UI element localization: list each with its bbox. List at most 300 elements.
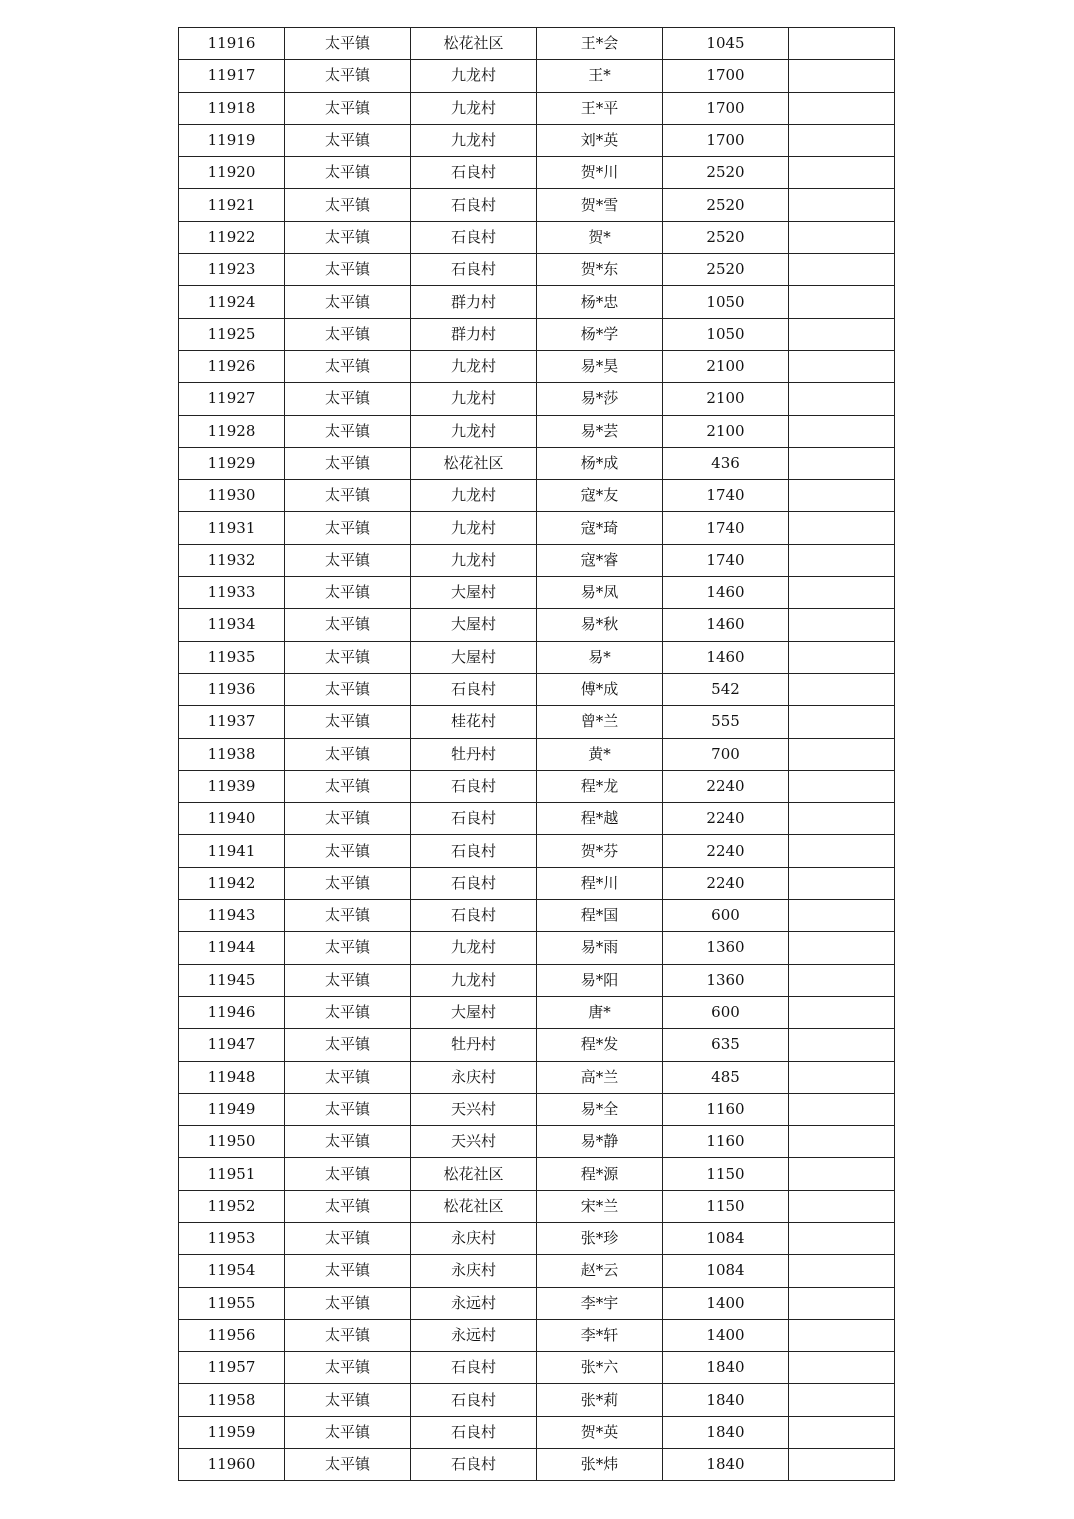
town-cell: 太平镇 (285, 28, 411, 60)
village-cell: 石良村 (411, 221, 537, 253)
table-row (179, 1158, 895, 1190)
note-cell (789, 189, 895, 221)
table-row (179, 932, 895, 964)
amount-cell: 2520 (663, 157, 789, 189)
amount-cell: 2100 (663, 350, 789, 382)
name-cell: 贺*雪 (537, 189, 663, 221)
note-cell (789, 770, 895, 802)
amount-cell: 1084 (663, 1222, 789, 1254)
village-cell: 石良村 (411, 673, 537, 705)
name-cell: 易*凤 (537, 577, 663, 609)
note-cell (789, 1190, 895, 1222)
note-cell (789, 835, 895, 867)
village-cell: 大屋村 (411, 996, 537, 1028)
town-cell: 太平镇 (285, 738, 411, 770)
note-cell (789, 415, 895, 447)
town-cell: 太平镇 (285, 124, 411, 156)
serial-number-cell: 11939 (179, 770, 285, 802)
table-row (179, 254, 895, 286)
name-cell: 贺*川 (537, 157, 663, 189)
serial-number-cell: 11918 (179, 92, 285, 124)
note-cell (789, 1061, 895, 1093)
note-cell (789, 157, 895, 189)
town-cell: 太平镇 (285, 1352, 411, 1384)
village-cell: 九龙村 (411, 512, 537, 544)
town-cell: 太平镇 (285, 1190, 411, 1222)
town-cell: 太平镇 (285, 157, 411, 189)
village-cell: 石良村 (411, 254, 537, 286)
name-cell: 张*炜 (537, 1449, 663, 1481)
table-row (179, 706, 895, 738)
serial-number-cell: 11941 (179, 835, 285, 867)
amount-cell: 1460 (663, 609, 789, 641)
town-cell: 太平镇 (285, 383, 411, 415)
village-cell: 松花社区 (411, 1190, 537, 1222)
note-cell (789, 673, 895, 705)
serial-number-cell: 11943 (179, 900, 285, 932)
village-cell: 牡丹村 (411, 1029, 537, 1061)
village-cell: 永庆村 (411, 1255, 537, 1287)
town-cell: 太平镇 (285, 577, 411, 609)
table-row (179, 92, 895, 124)
table-row (179, 28, 895, 60)
note-cell (789, 1319, 895, 1351)
amount-cell: 2520 (663, 254, 789, 286)
village-cell: 九龙村 (411, 480, 537, 512)
note-cell (789, 544, 895, 576)
village-cell: 牡丹村 (411, 738, 537, 770)
serial-number-cell: 11929 (179, 447, 285, 479)
serial-number-cell: 11944 (179, 932, 285, 964)
serial-number-cell: 11925 (179, 318, 285, 350)
note-cell (789, 1384, 895, 1416)
table-row (179, 189, 895, 221)
town-cell: 太平镇 (285, 1093, 411, 1125)
table-row (179, 996, 895, 1028)
table-body (179, 28, 895, 1481)
amount-cell: 2240 (663, 835, 789, 867)
amount-cell: 1840 (663, 1416, 789, 1448)
village-cell: 大屋村 (411, 577, 537, 609)
serial-number-cell: 11937 (179, 706, 285, 738)
note-cell (789, 124, 895, 156)
amount-cell: 2520 (663, 221, 789, 253)
serial-number-cell: 11948 (179, 1061, 285, 1093)
table-row (179, 1416, 895, 1448)
name-cell: 李*宇 (537, 1287, 663, 1319)
town-cell: 太平镇 (285, 189, 411, 221)
village-cell: 永远村 (411, 1319, 537, 1351)
village-cell: 永远村 (411, 1287, 537, 1319)
town-cell: 太平镇 (285, 706, 411, 738)
town-cell: 太平镇 (285, 1126, 411, 1158)
town-cell: 太平镇 (285, 964, 411, 996)
table-row (179, 835, 895, 867)
document-page (178, 27, 894, 1481)
serial-number-cell: 11951 (179, 1158, 285, 1190)
name-cell: 程*川 (537, 867, 663, 899)
name-cell: 程*源 (537, 1158, 663, 1190)
table-row (179, 1190, 895, 1222)
amount-cell: 1740 (663, 544, 789, 576)
village-cell: 石良村 (411, 1449, 537, 1481)
serial-number-cell: 11927 (179, 383, 285, 415)
village-cell: 九龙村 (411, 383, 537, 415)
table-row (179, 964, 895, 996)
amount-cell: 1700 (663, 92, 789, 124)
serial-number-cell: 11959 (179, 1416, 285, 1448)
name-cell: 张*珍 (537, 1222, 663, 1254)
note-cell (789, 254, 895, 286)
amount-cell: 2100 (663, 415, 789, 447)
table-row (179, 286, 895, 318)
village-cell: 石良村 (411, 189, 537, 221)
serial-number-cell: 11917 (179, 60, 285, 92)
amount-cell: 635 (663, 1029, 789, 1061)
amount-cell: 1150 (663, 1190, 789, 1222)
note-cell (789, 1126, 895, 1158)
note-cell (789, 900, 895, 932)
table-row (179, 609, 895, 641)
name-cell: 王* (537, 60, 663, 92)
table-row (179, 383, 895, 415)
table-row (179, 1319, 895, 1351)
town-cell: 太平镇 (285, 480, 411, 512)
amount-cell: 1160 (663, 1093, 789, 1125)
town-cell: 太平镇 (285, 92, 411, 124)
amount-cell: 1045 (663, 28, 789, 60)
note-cell (789, 318, 895, 350)
town-cell: 太平镇 (285, 609, 411, 641)
village-cell: 群力村 (411, 318, 537, 350)
name-cell: 刘*英 (537, 124, 663, 156)
village-cell: 松花社区 (411, 447, 537, 479)
table-row (179, 577, 895, 609)
village-cell: 桂花村 (411, 706, 537, 738)
note-cell (789, 480, 895, 512)
amount-cell: 600 (663, 900, 789, 932)
serial-number-cell: 11946 (179, 996, 285, 1028)
serial-number-cell: 11930 (179, 480, 285, 512)
village-cell: 天兴村 (411, 1093, 537, 1125)
town-cell: 太平镇 (285, 641, 411, 673)
village-cell: 石良村 (411, 803, 537, 835)
table-row (179, 641, 895, 673)
serial-number-cell: 11934 (179, 609, 285, 641)
town-cell: 太平镇 (285, 1449, 411, 1481)
village-cell: 九龙村 (411, 124, 537, 156)
note-cell (789, 964, 895, 996)
serial-number-cell: 11942 (179, 867, 285, 899)
table-row (179, 512, 895, 544)
name-cell: 易*昊 (537, 350, 663, 382)
town-cell: 太平镇 (285, 221, 411, 253)
name-cell: 杨*学 (537, 318, 663, 350)
village-cell: 群力村 (411, 286, 537, 318)
name-cell: 程*越 (537, 803, 663, 835)
name-cell: 易*静 (537, 1126, 663, 1158)
amount-cell: 1700 (663, 124, 789, 156)
village-cell: 九龙村 (411, 350, 537, 382)
name-cell: 贺*芬 (537, 835, 663, 867)
amount-cell: 1460 (663, 577, 789, 609)
town-cell: 太平镇 (285, 803, 411, 835)
serial-number-cell: 11949 (179, 1093, 285, 1125)
name-cell: 宋*兰 (537, 1190, 663, 1222)
table-row (179, 447, 895, 479)
town-cell: 太平镇 (285, 350, 411, 382)
table-row (179, 350, 895, 382)
name-cell: 贺*东 (537, 254, 663, 286)
amount-cell: 1160 (663, 1126, 789, 1158)
amount-cell: 1460 (663, 641, 789, 673)
amount-cell: 485 (663, 1061, 789, 1093)
serial-number-cell: 11950 (179, 1126, 285, 1158)
town-cell: 太平镇 (285, 1319, 411, 1351)
amount-cell: 2520 (663, 189, 789, 221)
note-cell (789, 577, 895, 609)
amount-cell: 1050 (663, 318, 789, 350)
name-cell: 李*轩 (537, 1319, 663, 1351)
note-cell (789, 28, 895, 60)
name-cell: 王*平 (537, 92, 663, 124)
table-row (179, 803, 895, 835)
table-row (179, 1029, 895, 1061)
serial-number-cell: 11960 (179, 1449, 285, 1481)
village-cell: 大屋村 (411, 609, 537, 641)
note-cell (789, 738, 895, 770)
note-cell (789, 1029, 895, 1061)
village-cell: 九龙村 (411, 92, 537, 124)
table-row (179, 770, 895, 802)
amount-cell: 1360 (663, 932, 789, 964)
name-cell: 程*龙 (537, 770, 663, 802)
table-row (179, 60, 895, 92)
serial-number-cell: 11926 (179, 350, 285, 382)
serial-number-cell: 11938 (179, 738, 285, 770)
town-cell: 太平镇 (285, 867, 411, 899)
amount-cell: 1360 (663, 964, 789, 996)
serial-number-cell: 11947 (179, 1029, 285, 1061)
town-cell: 太平镇 (285, 1255, 411, 1287)
village-cell: 石良村 (411, 770, 537, 802)
table-row (179, 480, 895, 512)
village-cell: 九龙村 (411, 544, 537, 576)
name-cell: 贺*英 (537, 1416, 663, 1448)
village-cell: 石良村 (411, 1352, 537, 1384)
village-cell: 九龙村 (411, 415, 537, 447)
amount-cell: 2240 (663, 803, 789, 835)
table-row (179, 1061, 895, 1093)
name-cell: 易*莎 (537, 383, 663, 415)
village-cell: 九龙村 (411, 964, 537, 996)
table-row (179, 415, 895, 447)
village-cell: 石良村 (411, 867, 537, 899)
name-cell: 赵*云 (537, 1255, 663, 1287)
amount-cell: 2240 (663, 770, 789, 802)
amount-cell: 1150 (663, 1158, 789, 1190)
table-row (179, 1449, 895, 1481)
name-cell: 寇*琦 (537, 512, 663, 544)
table-row (179, 1384, 895, 1416)
note-cell (789, 1449, 895, 1481)
table-row (179, 1255, 895, 1287)
name-cell: 杨*成 (537, 447, 663, 479)
table-row (179, 318, 895, 350)
serial-number-cell: 11933 (179, 577, 285, 609)
name-cell: 贺* (537, 221, 663, 253)
table-row (179, 1287, 895, 1319)
village-cell: 石良村 (411, 835, 537, 867)
town-cell: 太平镇 (285, 1384, 411, 1416)
name-cell: 程*国 (537, 900, 663, 932)
note-cell (789, 221, 895, 253)
amount-cell: 1050 (663, 286, 789, 318)
amount-cell: 1840 (663, 1352, 789, 1384)
name-cell: 易*全 (537, 1093, 663, 1125)
serial-number-cell: 11922 (179, 221, 285, 253)
note-cell (789, 1287, 895, 1319)
table-row (179, 157, 895, 189)
amount-cell: 1400 (663, 1287, 789, 1319)
amount-cell: 436 (663, 447, 789, 479)
table-row (179, 124, 895, 156)
serial-number-cell: 11924 (179, 286, 285, 318)
village-cell: 松花社区 (411, 1158, 537, 1190)
town-cell: 太平镇 (285, 770, 411, 802)
note-cell (789, 512, 895, 544)
serial-number-cell: 11932 (179, 544, 285, 576)
name-cell: 黄* (537, 738, 663, 770)
village-cell: 九龙村 (411, 932, 537, 964)
table-row (179, 1093, 895, 1125)
serial-number-cell: 11953 (179, 1222, 285, 1254)
note-cell (789, 1222, 895, 1254)
name-cell: 曾*兰 (537, 706, 663, 738)
village-cell: 石良村 (411, 1416, 537, 1448)
serial-number-cell: 11920 (179, 157, 285, 189)
note-cell (789, 996, 895, 1028)
town-cell: 太平镇 (285, 900, 411, 932)
village-cell: 九龙村 (411, 60, 537, 92)
town-cell: 太平镇 (285, 286, 411, 318)
amount-cell: 555 (663, 706, 789, 738)
serial-number-cell: 11956 (179, 1319, 285, 1351)
amount-cell: 600 (663, 996, 789, 1028)
town-cell: 太平镇 (285, 835, 411, 867)
town-cell: 太平镇 (285, 1029, 411, 1061)
village-cell: 天兴村 (411, 1126, 537, 1158)
name-cell: 程*发 (537, 1029, 663, 1061)
town-cell: 太平镇 (285, 996, 411, 1028)
amount-cell: 1700 (663, 60, 789, 92)
amount-cell: 1840 (663, 1449, 789, 1481)
serial-number-cell: 11935 (179, 641, 285, 673)
town-cell: 太平镇 (285, 1287, 411, 1319)
town-cell: 太平镇 (285, 512, 411, 544)
serial-number-cell: 11921 (179, 189, 285, 221)
name-cell: 易*阳 (537, 964, 663, 996)
village-cell: 大屋村 (411, 641, 537, 673)
village-cell: 石良村 (411, 157, 537, 189)
note-cell (789, 706, 895, 738)
town-cell: 太平镇 (285, 1061, 411, 1093)
amount-cell: 1400 (663, 1319, 789, 1351)
note-cell (789, 286, 895, 318)
serial-number-cell: 11923 (179, 254, 285, 286)
amount-cell: 700 (663, 738, 789, 770)
table-row (179, 1222, 895, 1254)
note-cell (789, 383, 895, 415)
name-cell: 易*雨 (537, 932, 663, 964)
table-row (179, 900, 895, 932)
note-cell (789, 867, 895, 899)
amount-cell: 1740 (663, 480, 789, 512)
village-cell: 永庆村 (411, 1222, 537, 1254)
note-cell (789, 1352, 895, 1384)
amount-cell: 2100 (663, 383, 789, 415)
table-row (179, 1352, 895, 1384)
note-cell (789, 1093, 895, 1125)
name-cell: 杨*忠 (537, 286, 663, 318)
village-cell: 永庆村 (411, 1061, 537, 1093)
note-cell (789, 609, 895, 641)
name-cell: 王*会 (537, 28, 663, 60)
note-cell (789, 803, 895, 835)
village-cell: 松花社区 (411, 28, 537, 60)
town-cell: 太平镇 (285, 447, 411, 479)
serial-number-cell: 11940 (179, 803, 285, 835)
name-cell: 唐* (537, 996, 663, 1028)
amount-cell: 1840 (663, 1384, 789, 1416)
data-table (178, 27, 895, 1481)
table-row (179, 1126, 895, 1158)
village-cell: 石良村 (411, 900, 537, 932)
name-cell: 张*六 (537, 1352, 663, 1384)
name-cell: 寇*睿 (537, 544, 663, 576)
note-cell (789, 932, 895, 964)
name-cell: 易* (537, 641, 663, 673)
town-cell: 太平镇 (285, 1416, 411, 1448)
town-cell: 太平镇 (285, 673, 411, 705)
serial-number-cell: 11928 (179, 415, 285, 447)
serial-number-cell: 11958 (179, 1384, 285, 1416)
table-row (179, 867, 895, 899)
note-cell (789, 92, 895, 124)
town-cell: 太平镇 (285, 415, 411, 447)
serial-number-cell: 11931 (179, 512, 285, 544)
town-cell: 太平镇 (285, 1222, 411, 1254)
serial-number-cell: 11954 (179, 1255, 285, 1287)
note-cell (789, 641, 895, 673)
town-cell: 太平镇 (285, 318, 411, 350)
note-cell (789, 1255, 895, 1287)
note-cell (789, 1416, 895, 1448)
note-cell (789, 60, 895, 92)
town-cell: 太平镇 (285, 254, 411, 286)
serial-number-cell: 11936 (179, 673, 285, 705)
amount-cell: 2240 (663, 867, 789, 899)
town-cell: 太平镇 (285, 60, 411, 92)
note-cell (789, 447, 895, 479)
serial-number-cell: 11945 (179, 964, 285, 996)
name-cell: 易*秋 (537, 609, 663, 641)
note-cell (789, 1158, 895, 1190)
name-cell: 易*芸 (537, 415, 663, 447)
serial-number-cell: 11957 (179, 1352, 285, 1384)
town-cell: 太平镇 (285, 932, 411, 964)
name-cell: 傅*成 (537, 673, 663, 705)
